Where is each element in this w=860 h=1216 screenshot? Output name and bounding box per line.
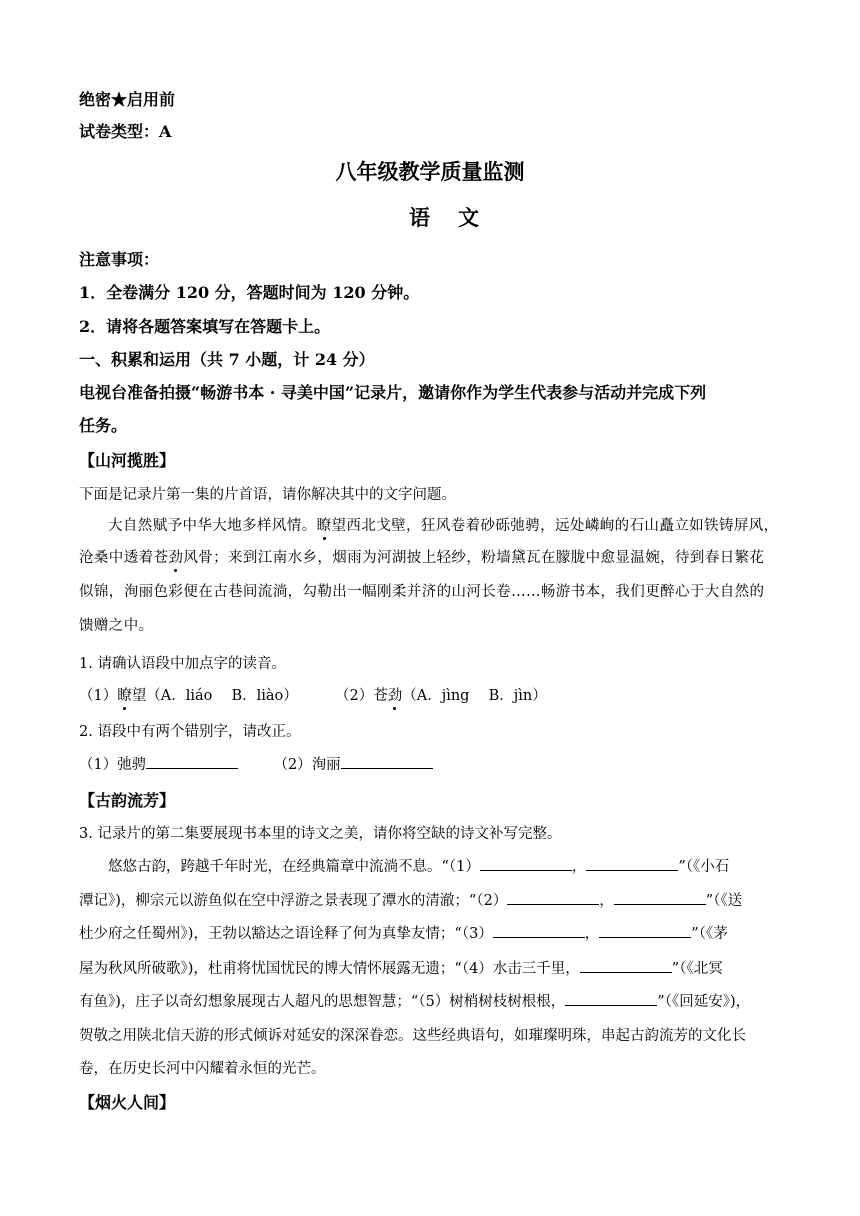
poem-passage-line: 贺敬之用陕北信天游的形式倾诉对延安的深深眷恋。这些经典语句，如璀璨明珠，串起古韵流芳的文化长 [79, 1028, 746, 1044]
poem-passage-line: 卷，在历史长河中闪耀着永恒的光芒。 [79, 1061, 326, 1077]
part-heading: 【烟火人间】 [79, 1093, 176, 1112]
question-stem: 2. 语段中有两个错别字，请改正。 [79, 724, 301, 740]
passage-line: 似锦，洵丽色彩便在古巷间流淌，勾勒出一幅刚柔并济的山河长卷……畅游书本，我们更醉心于大自然的 [79, 584, 765, 600]
subject-title: 语文 [409, 205, 507, 230]
passage-line: 沧桑中透着苍劲风骨；来到江南水乡，烟雨为河湖披上轻纱，粉墙黛瓦在朦胧中愈显温婉，待到春日繁花 [79, 546, 764, 567]
answer-blank[interactable] [580, 958, 672, 973]
dotted-char: 劲 [388, 684, 403, 705]
answer-blank[interactable] [146, 754, 238, 769]
part-heading: 【古韵流芳】 [79, 791, 176, 810]
poem-passage-line: 杜少府之任蜀州》)，王勃以豁达之语诠释了何为真挚友情；“（3） ， ”（《茅 [79, 922, 728, 943]
answer-blank[interactable] [614, 890, 706, 905]
answer-blank[interactable] [507, 890, 599, 905]
paper-type: 试卷类型：A [79, 122, 172, 141]
section-heading: 一、积累和运用（共 7 小题，计 24 分） [79, 350, 375, 369]
question-stem: 3. 记录片的第二集要展现书本里的诗文之美，请你将空缺的诗文补写完整。 [79, 826, 562, 842]
secret-label: 绝密★启用前 [79, 90, 176, 109]
poem-passage-line: 悠悠古韵，跨越千年时光，在经典篇章中流淌不息。“（1） ， ”（《小石 [108, 855, 729, 876]
poem-passage-line: 潭记》)，柳宗元以游鱼似在空中浮游之景表现了潭水的清澈；“（2） ， ”（《送 [79, 889, 742, 910]
answer-blank[interactable] [493, 923, 585, 938]
dotted-char: 劲 [168, 546, 183, 567]
answer-blank[interactable] [341, 754, 433, 769]
answer-blank[interactable] [565, 991, 657, 1006]
part-description: 下面是记录片第一集的片首语，请你解决其中的文字问题。 [79, 487, 456, 503]
poem-passage-line: 有鱼》)，庄子以奇幻想象展现古人超凡的思想智慧；“（5）树梢树枝树根根， ”（《回延安》)， [79, 990, 750, 1011]
notes-heading: 注意事项： [79, 250, 160, 269]
passage-line: 大自然赋予中华大地多样风情。瞭望西北戈壁，狂风卷着砂砾弛骋，远处嶙峋的石山矗立如铁铸屏风， [108, 514, 779, 535]
answer-blank[interactable] [586, 856, 678, 871]
part-heading: 【山河揽胜】 [79, 451, 176, 470]
section-intro: 电视台准备拍摄“畅游书本 · 寻美中国”记录片，邀请你作为学生代表参与活动并完成下列 [79, 383, 707, 402]
answer-blank[interactable] [599, 923, 691, 938]
question-answers: （1）弛骋 （2）洵丽 [79, 753, 433, 774]
note-item: 2．请将各题答案填写在答题卡上。 [79, 317, 331, 336]
note-item: 1．全卷满分 120 分，答题时间为 120 分钟。 [79, 283, 420, 302]
passage-line: 馈赠之中。 [79, 618, 154, 634]
dotted-char: 瞭 [317, 514, 332, 535]
dotted-char: 瞭 [117, 684, 132, 705]
exam-title: 八年级教学质量监测 [335, 159, 525, 184]
question-stem: 1. 请确认语段中加点字的读音。 [79, 656, 286, 672]
section-intro: 任务。 [79, 416, 128, 435]
question-options: （1）瞭望（A．liáo B．liào） （2）苍劲（A．jìng B．jìn） [79, 684, 547, 705]
answer-blank[interactable] [480, 856, 572, 871]
poem-passage-line: 屋为秋风所破歌》)，杜甫将忧国忧民的博大情怀展露无遗；“（4）水击三千里， ”（《北冥 [79, 957, 723, 978]
